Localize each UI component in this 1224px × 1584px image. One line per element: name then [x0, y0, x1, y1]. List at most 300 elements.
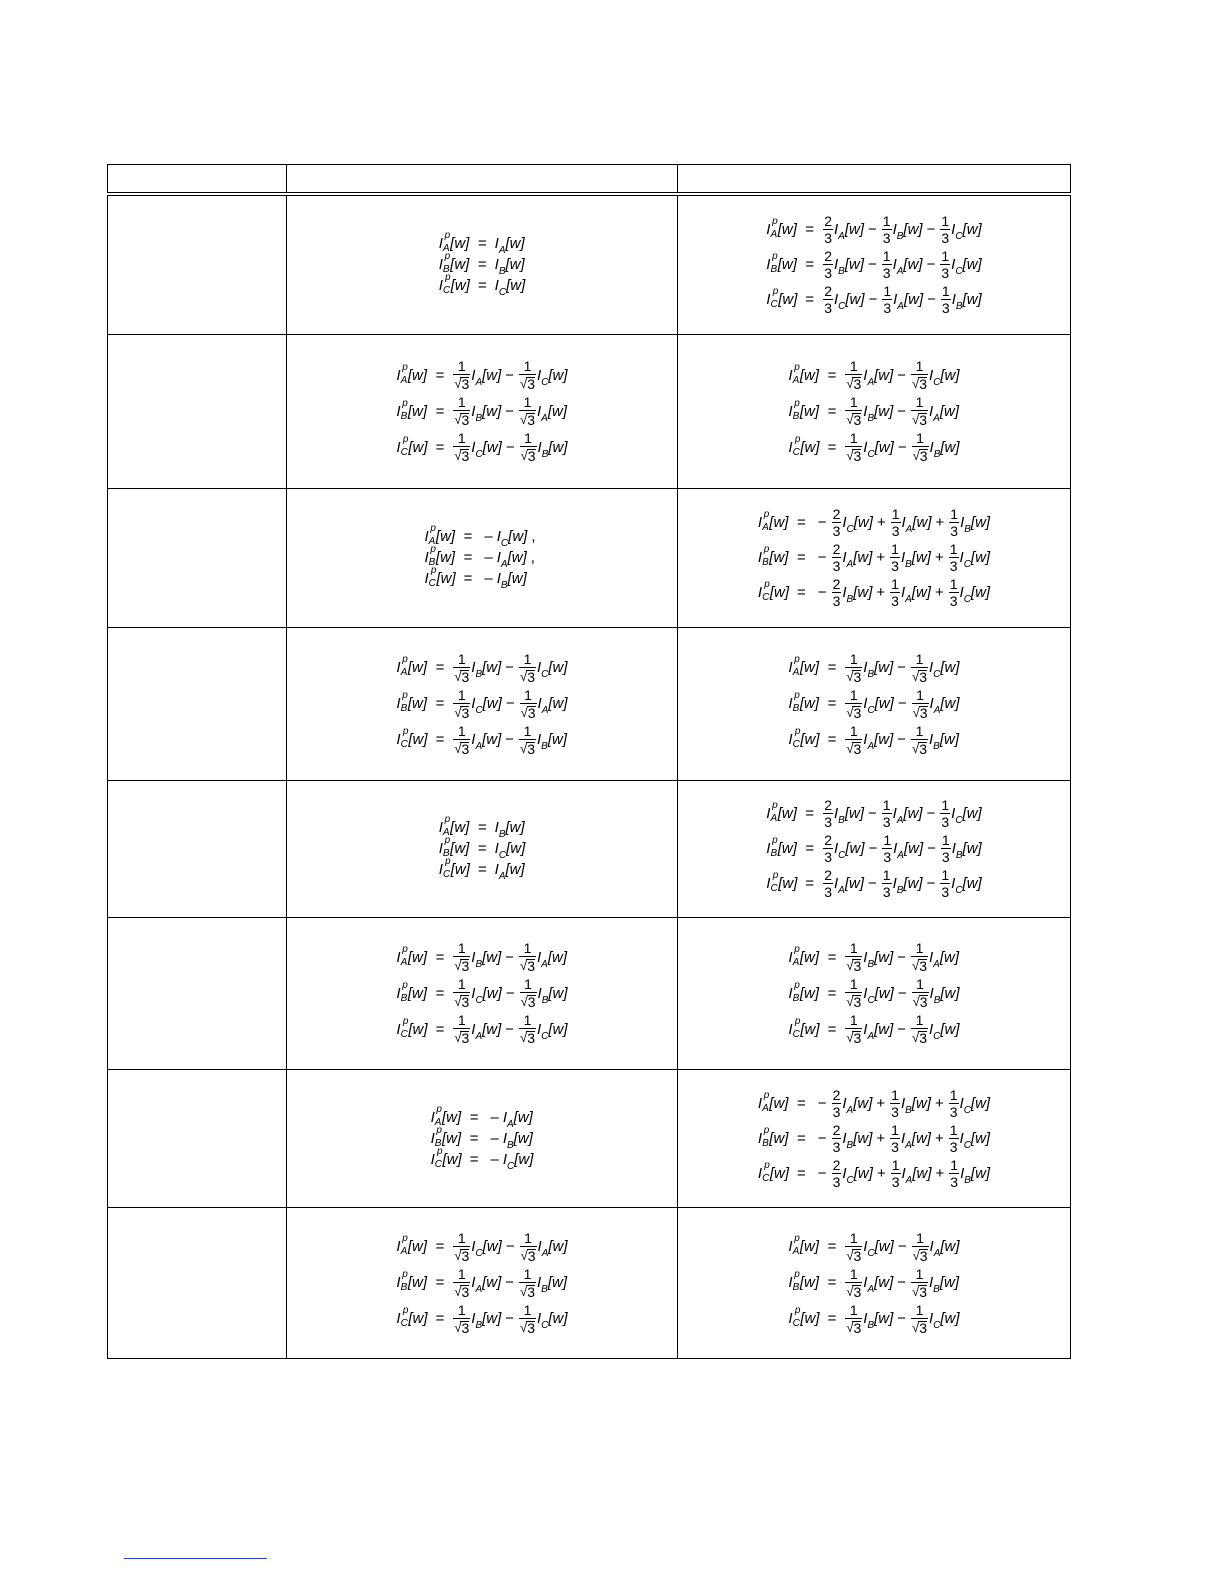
current-symbol: I: [863, 1274, 868, 1291]
fraction-numerator: 1: [457, 394, 466, 410]
current-symbol: I: [842, 584, 847, 601]
current-symbol: I: [900, 549, 906, 566]
current-symbol: I: [842, 1094, 847, 1112]
frequency-arg: [w]: [547, 402, 567, 420]
phase-subscript: A: [498, 871, 506, 882]
current-symbol: I: [496, 528, 501, 545]
equation-lhs: [438, 251, 470, 276]
phase-subscript: C: [498, 850, 507, 861]
radical-sign: √: [846, 1030, 854, 1045]
current-symbol: I: [928, 731, 934, 748]
current-symbol: I: [928, 366, 934, 384]
equation-lhs: [438, 230, 470, 255]
row-label-cell: [108, 194, 287, 334]
current-symbol: I: [471, 731, 476, 748]
fraction-denominator: [453, 703, 470, 720]
operator: −: [897, 366, 907, 384]
phase-subscript: B: [896, 885, 904, 896]
phase-subscript: A: [498, 245, 506, 257]
frequency-arg: [w]: [506, 277, 526, 295]
fraction-numerator: 1: [457, 1265, 466, 1282]
radicand: 3: [919, 668, 927, 685]
fraction-numerator: 1: [941, 867, 950, 883]
coefficient-fraction: [911, 359, 928, 391]
radicand: 3: [527, 704, 536, 721]
fraction-numerator: 1: [457, 686, 466, 703]
frequency-arg: [w]: [507, 549, 527, 566]
phase-subscript: C: [541, 376, 549, 388]
fraction-denominator: [845, 446, 862, 463]
current-symbol: I: [863, 402, 868, 420]
fraction-denominator: [845, 667, 862, 684]
operator: −: [505, 438, 515, 456]
fraction-numerator: 1: [941, 283, 950, 300]
current-term: [471, 1238, 502, 1259]
fraction-numerator: 1: [916, 430, 924, 446]
current-symbol: I: [892, 805, 897, 822]
radicand: 3: [919, 740, 927, 757]
current-symbol: I: [951, 840, 956, 857]
square-root: [846, 995, 861, 1009]
equation-rhs: [822, 868, 982, 899]
phase-subscript: C: [792, 739, 800, 750]
fraction-denominator: 3: [949, 558, 958, 574]
current-term: [833, 291, 865, 313]
fraction-numerator: 1: [523, 1265, 532, 1282]
frequency-arg: [w]: [778, 291, 798, 309]
current-term: [536, 402, 567, 424]
frequency-arg: [w]: [505, 235, 525, 253]
fraction-numerator: 1: [849, 394, 858, 410]
p-superscript: p: [402, 690, 408, 701]
current-term: [471, 1020, 502, 1042]
frequency-arg: [w]: [874, 695, 894, 712]
phase-subscript: C: [498, 287, 507, 299]
phase-subscript: C: [963, 559, 971, 570]
phase-subscript: C: [955, 266, 963, 278]
square-root: [912, 1321, 927, 1335]
p-superscript: p: [763, 509, 770, 520]
operator: −: [897, 1274, 907, 1291]
radical-sign: √: [846, 412, 854, 427]
equations-table: [107, 164, 1071, 1359]
frequency-arg: [w]: [940, 659, 960, 676]
frequency-arg: [w]: [799, 1238, 819, 1255]
fraction-denominator: [911, 667, 928, 684]
equals-sign: =: [477, 256, 487, 274]
phase-subscript: A: [867, 741, 875, 752]
phase-subscript: A: [400, 374, 408, 386]
equals-sign: =: [827, 366, 837, 384]
square-root: [520, 1285, 535, 1299]
current-symbol: I: [863, 1238, 868, 1255]
coefficient-fraction: [845, 977, 862, 1009]
frequency-arg: [w]: [769, 1094, 789, 1112]
equation-rhs: [494, 861, 526, 882]
radical-sign: √: [912, 1247, 920, 1263]
current-term: [833, 875, 864, 896]
fraction-denominator: [912, 992, 929, 1009]
coefficient-fraction: [940, 798, 950, 829]
square-root: [846, 413, 861, 427]
current-symbol: I: [536, 402, 542, 420]
equation-rhs: [844, 1267, 959, 1299]
phase-subscript: B: [507, 1139, 514, 1151]
frequency-arg: [w]: [962, 256, 982, 274]
equals-sign: =: [477, 235, 487, 253]
phase-subscript: A: [541, 412, 548, 424]
operator: −: [505, 1274, 515, 1291]
fraction-denominator: [845, 1246, 862, 1263]
equation-rhs: [844, 431, 959, 463]
equation-lhs: [788, 654, 819, 678]
table-header-row: [108, 165, 1071, 195]
equation-rhs: [452, 1303, 567, 1335]
current-symbol: I: [863, 438, 868, 456]
current-symbol: I: [537, 695, 542, 712]
current-symbol: I: [536, 1274, 542, 1291]
current-term: [892, 805, 923, 826]
phase-subscript: A: [933, 958, 940, 970]
frequency-arg: [w]: [800, 1310, 820, 1327]
coefficient-fraction: [911, 395, 928, 427]
fraction-denominator: 3: [832, 593, 841, 609]
current-symbol: I: [788, 1310, 793, 1327]
fraction-denominator: [520, 992, 537, 1009]
current-symbol: I: [438, 840, 443, 857]
equation-rhs: [844, 1231, 959, 1263]
p-superscript: p: [772, 870, 779, 881]
coefficient-fraction: [845, 1303, 862, 1335]
phase-subscript: B: [955, 850, 963, 861]
fraction-denominator: 3: [832, 1173, 841, 1190]
frequency-arg: [w]: [970, 1094, 991, 1112]
fraction-denominator: 3: [882, 265, 891, 282]
fraction-numerator: 2: [832, 1121, 841, 1138]
fraction-denominator: [519, 956, 536, 973]
equals-sign: =: [805, 291, 815, 309]
equals-sign: =: [827, 1274, 837, 1291]
coefficient-fraction: [882, 833, 892, 864]
operator: –: [490, 1150, 499, 1168]
current-term: [833, 221, 864, 243]
phase-subscript: C: [475, 994, 483, 1006]
fraction-denominator: 3: [824, 230, 832, 247]
equation-set: [438, 230, 526, 299]
fraction-denominator: [453, 956, 470, 973]
current-symbol: I: [959, 549, 964, 566]
fraction-denominator: [453, 992, 470, 1009]
fraction-denominator: [912, 446, 929, 463]
current-symbol: I: [928, 659, 934, 676]
frequency-arg: [w]: [939, 948, 959, 966]
current-symbol: I: [471, 438, 476, 456]
radicand: 3: [461, 1247, 470, 1264]
square-root: [846, 449, 861, 463]
fraction-denominator: [453, 410, 470, 427]
phase-subscript: C: [846, 524, 854, 535]
fraction-denominator: 3: [832, 523, 841, 539]
frequency-arg: [w]: [845, 291, 865, 309]
equation-set: [788, 652, 959, 756]
operator: +: [876, 1094, 886, 1112]
fraction-numerator: 2: [832, 1156, 841, 1173]
phase-subscript: C: [762, 592, 770, 603]
table-row: [108, 1207, 1071, 1358]
operator: +: [935, 514, 945, 531]
phase-subscript: C: [792, 1318, 800, 1329]
equation-rhs: [452, 688, 567, 720]
current-term: [863, 366, 894, 388]
fraction-numerator: 2: [824, 248, 832, 265]
frequency-arg: [w]: [799, 948, 819, 966]
current-term: [842, 1164, 873, 1186]
current-symbol: I: [438, 235, 443, 253]
fraction-denominator: 3: [891, 1103, 899, 1120]
current-symbol: I: [863, 1310, 868, 1327]
coefficient-fraction: [911, 724, 928, 756]
fraction-numerator: 1: [915, 650, 924, 667]
current-term: [536, 1274, 567, 1295]
equation-lhs: [788, 943, 819, 968]
current-term: [494, 840, 526, 861]
coefficient-fraction: [911, 1303, 928, 1335]
coefficient-fraction: [912, 977, 929, 1009]
equation-lhs: [396, 1305, 428, 1329]
square-root: [454, 1321, 469, 1335]
current-symbol: I: [842, 1129, 847, 1147]
phase-subscript: B: [933, 1284, 940, 1295]
operator: −: [926, 805, 936, 822]
phase-subscript: C: [838, 301, 846, 313]
phase-subscript: B: [792, 992, 800, 1004]
radical-sign: √: [520, 994, 528, 1009]
current-symbol: I: [929, 1238, 934, 1255]
equals-sign: =: [477, 861, 487, 878]
p-superscript: p: [402, 726, 409, 737]
phase-subscript: A: [507, 1118, 514, 1130]
current-term: [929, 984, 960, 1006]
equations-cell-secondary: [678, 1207, 1071, 1358]
fraction-denominator: [911, 410, 928, 427]
p-superscript: p: [402, 1269, 408, 1280]
phase-subscript: A: [400, 1246, 408, 1257]
coefficient-fraction: [845, 1231, 862, 1263]
fraction-denominator: 3: [891, 1173, 900, 1190]
equations-cell-content: [287, 1231, 677, 1335]
current-symbol: I: [396, 1310, 401, 1327]
coefficient-fraction: [832, 1088, 842, 1119]
radicand: 3: [461, 376, 470, 392]
fraction-denominator: [845, 1028, 862, 1045]
operator: –: [490, 1108, 499, 1126]
frequency-arg: [w]: [450, 277, 470, 295]
equation-lhs: [788, 1305, 820, 1329]
equals-sign: =: [797, 1164, 806, 1182]
fraction-denominator: [520, 446, 537, 463]
current-symbol: I: [424, 570, 429, 587]
p-superscript: p: [764, 1159, 770, 1171]
current-symbol: I: [536, 366, 542, 384]
equation-lhs: [396, 1269, 427, 1293]
fraction-numerator: 1: [523, 650, 532, 667]
current-term: [901, 514, 932, 535]
radical-sign: √: [454, 994, 462, 1009]
frequency-arg: [w]: [769, 514, 789, 531]
coefficient-fraction: [949, 507, 959, 538]
radical-sign: √: [454, 448, 462, 463]
fraction-denominator: 3: [941, 265, 950, 282]
phase-subscript: C: [400, 739, 408, 750]
operator: −: [897, 1238, 907, 1255]
phase-subscript: A: [846, 559, 854, 570]
fraction-numerator: 1: [457, 650, 466, 667]
radicand: 3: [527, 740, 535, 757]
p-superscript: p: [430, 544, 436, 555]
phase-subscript: C: [442, 285, 451, 297]
fraction-denominator: [520, 703, 537, 720]
current-term: [863, 1274, 894, 1295]
equals-sign: =: [435, 402, 445, 420]
fraction-numerator: 1: [882, 213, 891, 230]
coefficient-fraction: [453, 431, 470, 463]
current-symbol: I: [757, 1094, 763, 1112]
current-symbol: I: [959, 584, 964, 601]
square-root: [846, 670, 861, 684]
current-term: [833, 805, 864, 826]
table-body: [108, 194, 1071, 1358]
phase-subscript: A: [905, 594, 912, 605]
operator: −: [868, 875, 877, 892]
radical-sign: √: [912, 1283, 920, 1299]
current-term: [496, 528, 528, 549]
frequency-arg: [w]: [769, 584, 790, 601]
coefficient-fraction: [845, 688, 862, 720]
frequency-arg: [w]: [912, 1164, 932, 1182]
coefficient-fraction: [832, 1158, 842, 1189]
frequency-arg: [w]: [482, 366, 502, 384]
equation-lhs: [396, 726, 428, 750]
phase-subscript: A: [867, 1284, 875, 1295]
equation-rhs: [844, 652, 959, 684]
fraction-numerator: 1: [941, 832, 950, 848]
square-root: [454, 1249, 469, 1263]
current-symbol: I: [928, 948, 934, 966]
current-term: [951, 840, 982, 861]
fraction-numerator: 1: [457, 1301, 466, 1318]
radical-sign: √: [846, 668, 854, 684]
fraction-numerator: 1: [457, 1229, 466, 1246]
equals-sign: =: [435, 948, 445, 966]
phase-subscript: A: [896, 266, 904, 278]
current-symbol: I: [928, 402, 934, 420]
p-superscript: p: [772, 800, 778, 811]
radical-sign: √: [912, 448, 920, 463]
frequency-arg: [w]: [874, 1274, 894, 1291]
fraction-denominator: 3: [832, 558, 841, 574]
current-symbol: I: [766, 840, 771, 857]
equals-sign: =: [797, 1129, 806, 1147]
current-symbol: I: [396, 1020, 401, 1038]
radical-sign: √: [520, 1247, 528, 1263]
coefficient-fraction: [911, 1267, 928, 1299]
equals-sign: =: [827, 695, 837, 712]
coefficient-fraction: [519, 359, 536, 391]
equations-cell-secondary: [678, 917, 1071, 1069]
equations-cell-content: [678, 1231, 1070, 1335]
coefficient-fraction: [832, 542, 842, 573]
frequency-arg: [w]: [903, 256, 923, 274]
row-label-cell: [108, 488, 287, 627]
fraction-numerator: 1: [915, 394, 924, 410]
equation-rhs: [486, 1129, 533, 1151]
frequency-arg: [w]: [482, 1020, 502, 1038]
coefficient-fraction: [519, 1013, 536, 1045]
coefficient-fraction: [949, 1123, 959, 1154]
current-symbol: I: [502, 1150, 507, 1168]
frequency-arg: [w]: [442, 1150, 462, 1168]
equals-sign: =: [827, 438, 837, 456]
equations-cell-content: [678, 214, 1070, 315]
equation-rhs: [452, 941, 567, 973]
phase-subscript: B: [905, 559, 912, 570]
square-root: [520, 1321, 535, 1335]
frequency-arg: [w]: [844, 221, 864, 239]
frequency-arg: [w]: [407, 948, 427, 966]
frequency-arg: [w]: [548, 695, 568, 712]
phase-subscript: B: [867, 958, 875, 970]
frequency-arg: [w]: [903, 875, 923, 892]
current-symbol: I: [471, 1274, 476, 1291]
equations-cell-content: [287, 1103, 677, 1172]
equation-lhs: [438, 835, 470, 859]
phase-subscript: A: [770, 813, 778, 824]
frequency-arg: [w]: [407, 1274, 427, 1291]
current-term: [900, 549, 931, 570]
equations-cell-secondary: [678, 334, 1071, 488]
coefficient-fraction: [882, 868, 892, 899]
equations-cell-content: [678, 798, 1070, 899]
fraction-numerator: 2: [832, 506, 841, 522]
fraction-numerator: 1: [849, 686, 858, 703]
coefficient-fraction: [845, 431, 862, 463]
current-term: [471, 659, 502, 680]
current-symbol: I: [833, 875, 839, 892]
phase-subscript: A: [933, 412, 940, 424]
current-term: [928, 1274, 959, 1295]
p-superscript: p: [794, 943, 800, 955]
phase-subscript: A: [541, 705, 549, 716]
radicand: 3: [461, 740, 470, 757]
p-superscript: p: [430, 565, 437, 576]
square-root: [913, 995, 928, 1009]
current-term: [842, 1129, 873, 1151]
radicand: 3: [853, 412, 862, 428]
equation-rhs: [452, 395, 567, 427]
operator: −: [897, 695, 907, 712]
frequency-arg: [w]: [853, 514, 873, 531]
fraction-denominator: [912, 1246, 929, 1263]
equation-set: [438, 814, 526, 882]
p-superscript: p: [763, 1089, 770, 1101]
phase-subscript: B: [762, 557, 769, 568]
current-symbol: I: [496, 570, 501, 587]
operator: −: [868, 840, 878, 857]
operator: −: [505, 402, 515, 420]
current-term: [537, 695, 568, 716]
current-symbol: I: [863, 948, 868, 966]
equation-lhs: [396, 1233, 427, 1257]
